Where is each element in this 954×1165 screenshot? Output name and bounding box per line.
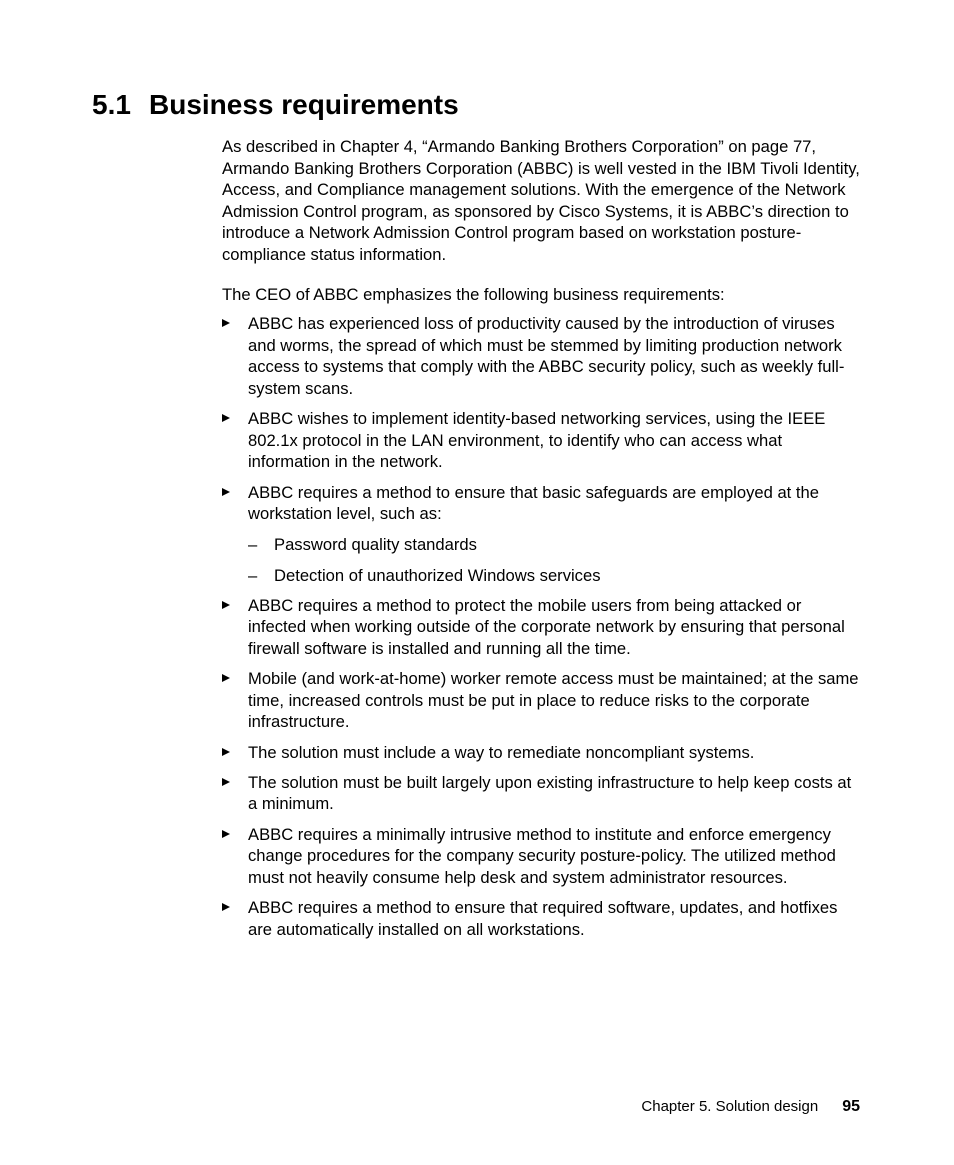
requirement-item — [222, 772, 862, 815]
requirement-text: Mobile (and work-at-home) worker remote access must be maintained; at the same time, increased controls must be put in place to reduce risks to the corporate infrastructure. — [248, 669, 859, 732]
requirement-item — [222, 313, 862, 399]
section-title: Business requirements — [149, 89, 459, 120]
safeguards-sublist — [248, 534, 862, 587]
triangle-bullet-icon — [222, 903, 230, 911]
triangle-bullet-icon — [222, 830, 230, 838]
requirement-item — [222, 595, 862, 660]
triangle-bullet-icon — [222, 414, 230, 422]
requirement-text: ABBC requires a method to protect the mobile users from being attacked or infected when working outside of the corporate network by ensuring that personal firewall software is installed and running all the time. — [248, 595, 845, 659]
lead-sentence: The CEO of ABBC emphasizes the following business requirements: — [222, 284, 725, 304]
triangle-bullet-icon — [222, 601, 230, 609]
requirement-text: ABBC wishes to implement identity-based networking services, using the IEEE 802.1x protocol in the LAN environment, to identify who can access what information in the network. — [248, 409, 826, 472]
safeguard-item — [248, 565, 862, 587]
page-footer — [641, 1098, 860, 1116]
requirement-text: ABBC requires a minimally intrusive method to institute and enforce emergency change procedures for the company security posture-policy. The utilized method must not heavily consume help desk and system administrator resources. — [248, 824, 836, 887]
dash-bullet-icon: – — [248, 534, 258, 554]
triangle-bullet-icon — [222, 778, 230, 786]
requirement-text: The solution must include a way to remediate noncompliant systems. — [248, 742, 755, 762]
triangle-bullet-icon — [222, 674, 230, 682]
dash-bullet-icon: – — [248, 565, 258, 585]
requirement-item — [222, 482, 862, 587]
section-number: 5.1 — [92, 89, 131, 120]
requirement-text: ABBC requires a method to ensure that required software, updates, and hotfixes are automatically installed on all workstations. — [248, 897, 838, 939]
section-heading — [92, 86, 459, 124]
safeguard-item — [248, 534, 862, 556]
requirement-item — [222, 408, 862, 473]
page-number: 95 — [842, 1098, 860, 1115]
triangle-bullet-icon — [222, 748, 230, 756]
requirement-item — [222, 668, 862, 733]
intro-paragraph: As described in Chapter 4, “Armando Banking Brothers Corporation” on page 77, Armando Banking Brothers Corporation (ABBC) is well vested in the IBM Tivoli Identity, Access, and Compliance management solutions. With the emergence of the Network Admission Control program, as sponsored by Cisco Systems, it is ABBC’s direction to introduce a Network Admission Control program based on workstation posture-compliance status information. — [222, 137, 860, 264]
footer-chapter: Chapter 5. Solution design — [641, 1098, 819, 1115]
requirement-text: ABBC has experienced loss of productivity caused by the introduction of viruses and worms, the spread of which must be stemmed by limiting production network access to systems that comply with the ABBC security policy, such as weekly full-system scans. — [248, 314, 845, 398]
triangle-bullet-icon — [222, 488, 230, 496]
safeguard-text: Password quality standards — [274, 534, 477, 554]
safeguard-text: Detection of unauthorized Windows services — [274, 565, 601, 585]
triangle-bullet-icon — [222, 319, 230, 327]
requirement-item — [222, 742, 862, 764]
requirement-item — [222, 824, 862, 889]
requirement-item — [222, 897, 862, 940]
requirements-list — [222, 313, 862, 940]
section-body — [222, 136, 862, 949]
requirement-text: ABBC requires a method to ensure that basic safeguards are employed at the workstation level, such as: — [248, 482, 819, 524]
requirement-text: The solution must be built largely upon existing infrastructure to help keep costs at a minimum. — [248, 772, 852, 814]
